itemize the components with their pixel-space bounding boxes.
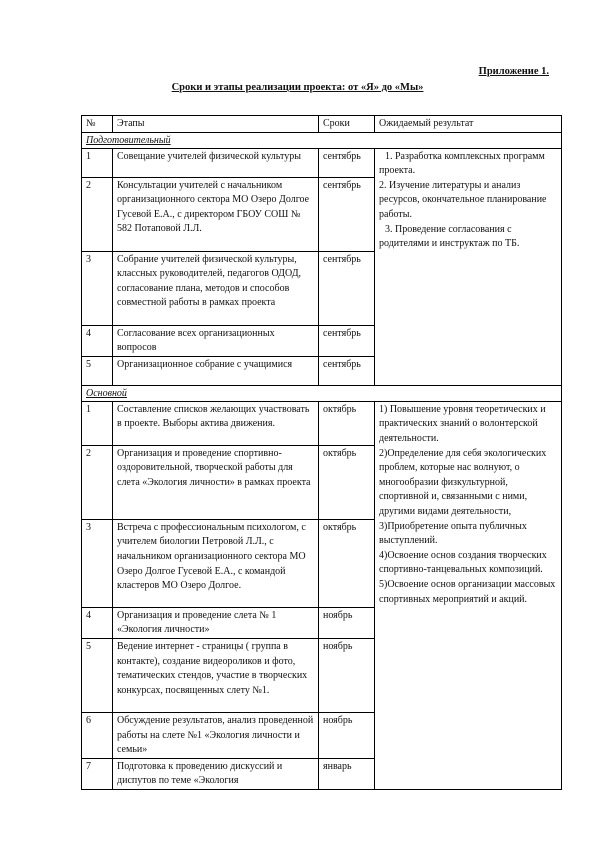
result-item: 2)Определение для себя экологических проблем, которые нас волнуют, о многообразии физкультурной, спортивной и, связанными с ними, другими видами деятельности, [379,447,547,517]
stage-cell: Составление списков желающих участвовать в проекте. Выборы актива движения. [113,401,319,445]
stage-cell: Организация и проведение слета № 1 «Экология личности» [113,607,319,638]
row-number: 7 [82,758,113,789]
row-number: 3 [82,251,113,325]
column-header-result: Ожидаемый результат [375,116,562,133]
stage-cell: Организация и проведение спортивно-оздоровительной, творческой работы для слета «Экология личности» в рамках проекта [113,445,319,519]
row-number: 1 [82,401,113,445]
stage-cell: Встреча с профессиональным психологом, с учителем биологии Петровой Л.Л., с начальником организационного сектора МО Озеро Долгое Гусевой Е.А., с командой кластеров МО Озеро Долгое. [113,519,319,607]
appendix-label: Приложение 1. [478,66,549,77]
stage-cell: Организационное собрание с учащимися [113,356,319,385]
stage-cell: Подготовка к проведению дискуссий и диспутов по теме «Экология [113,758,319,789]
section-row-preparatory [82,132,562,148]
document-title: Сроки и этапы реализации проекта: от «Я» до «Мы» [171,82,424,93]
stage-cell: Собрание учителей физической культуры, классных руководителей, педагогов ОДОД, согласование плана, методов и способов совместной работы в рамках проекта [113,251,319,325]
section-title: Подготовительный [82,132,562,148]
row-number: 2 [82,177,113,251]
result-item: 2. Изучение литературы и анализ ресурсов, окончательное планирование работы. [379,179,547,220]
stage-cell: Ведение интернет - страницы ( группа в контакте), создание видеороликов и фото, тематических стендов, участие в творческих конкурсах, посвященных слету №1. [113,638,319,712]
term-cell: сентябрь [319,148,375,177]
term-cell: январь [319,758,375,789]
section-row-main [82,385,562,401]
project-stages-table [81,115,562,790]
row-number: 5 [82,356,113,385]
term-cell: ноябрь [319,607,375,638]
row-number: 3 [82,519,113,607]
column-header-stages: Этапы [113,116,319,133]
term-cell: сентябрь [319,325,375,356]
expected-result-cell [375,401,562,789]
table-row [82,148,562,177]
row-number: 4 [82,607,113,638]
stage-cell: Совещание учителей физической культуры [113,148,319,177]
row-number: 6 [82,712,113,758]
column-header-number: № [82,116,113,133]
stage-cell: Консультации учителей с начальником организационного сектора МО Озеро Долгое Гусевой Е.А., с директором ГБОУ СОШ № 582 Потаповой Л.Л. [113,177,319,251]
term-cell: сентябрь [319,251,375,325]
term-cell: сентябрь [319,356,375,385]
result-item: 3. Проведение согласования с родителями и инструктаж по ТБ. [379,223,520,250]
row-number: 1 [82,148,113,177]
row-number: 2 [82,445,113,519]
table-row [82,401,562,445]
column-header-terms: Сроки [319,116,375,133]
row-number: 5 [82,638,113,712]
result-item: 5)Освоение основ организации массовых спортивных мероприятий и акций. [379,578,556,605]
stage-cell: Согласование всех организационных вопросов [113,325,319,356]
term-cell: ноябрь [319,638,375,712]
term-cell: ноябрь [319,712,375,758]
section-title: Основной [82,385,562,401]
term-cell: сентябрь [319,177,375,251]
term-cell: октябрь [319,445,375,519]
term-cell: октябрь [319,519,375,607]
table-header-row [82,116,562,133]
result-item: 3)Приобретение опыта публичных выступлений. [379,520,527,547]
stage-cell: Обсуждение результатов, анализ проведенной работы на слете №1 «Экология личности и семьи» [113,712,319,758]
expected-result-cell [375,148,562,385]
term-cell: октябрь [319,401,375,445]
result-item: 4)Освоение основ создания творческих спортивно-танцевальных композиций. [379,549,547,576]
result-item: 1) Повышение уровня теоретических и практических знаний о волонтерской деятельности. [379,403,546,444]
result-item: 1. Разработка комплексных программ проекта. [379,150,545,177]
row-number: 4 [82,325,113,356]
